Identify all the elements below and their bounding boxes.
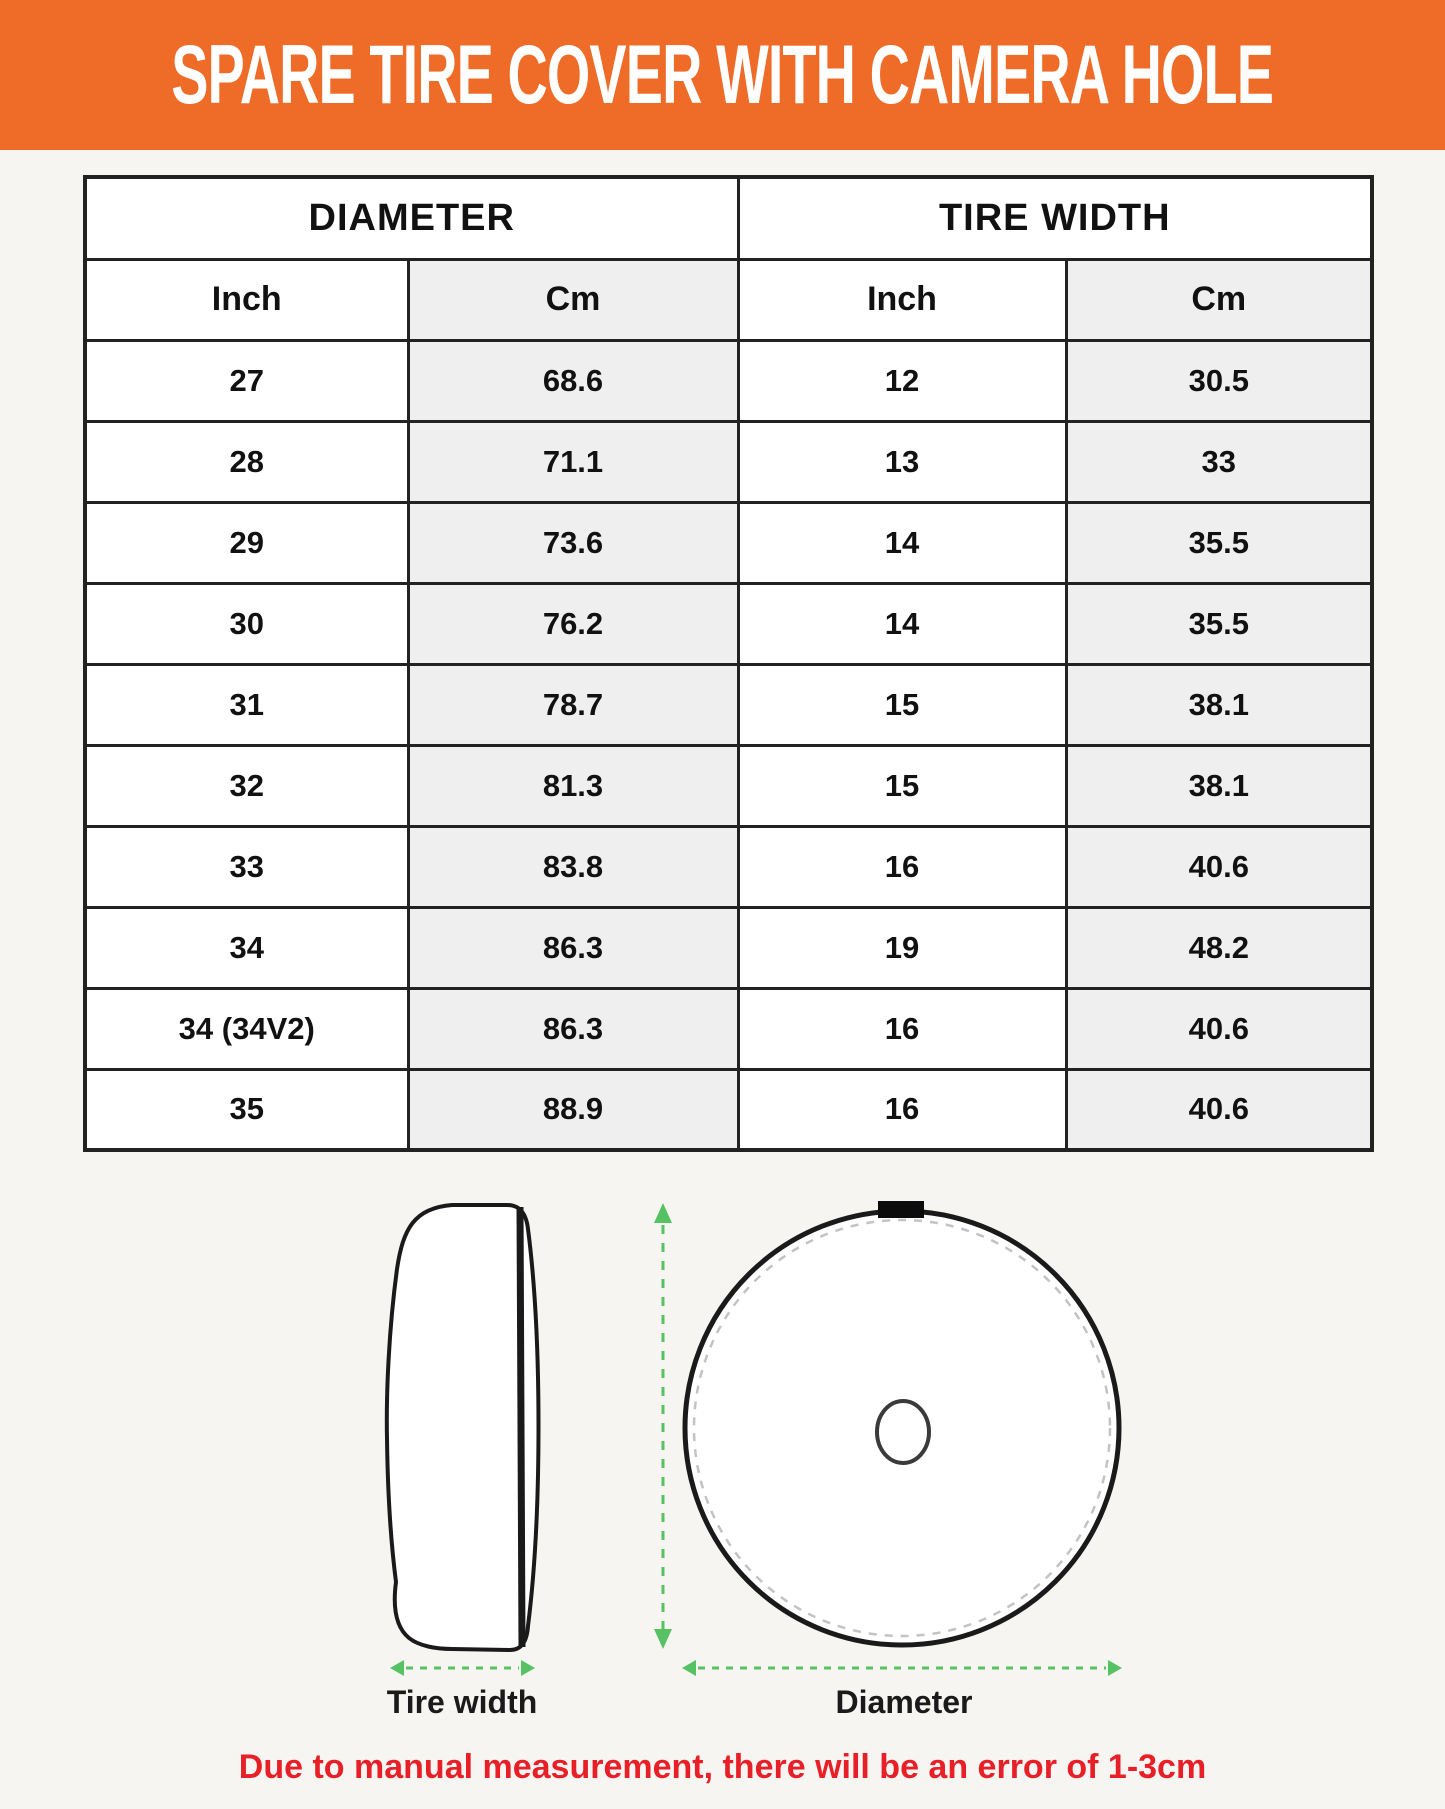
tirewidth-inch-cell: 15 [738,745,1066,826]
diameter-inch-cell: 34 [85,907,408,988]
table-row [85,907,1372,988]
tire-width-arrow-left-icon [390,1660,404,1676]
height-arrow-down-icon [654,1629,672,1649]
group-header-tire-width: TIRE WIDTH [738,177,1372,259]
tirewidth-inch-cell: 12 [738,340,1066,421]
diameter-cm-cell: 88.9 [408,1069,738,1150]
col-header-diameter-cm: Cm [408,259,738,340]
tirewidth-cm-cell: 40.6 [1066,988,1372,1069]
table-row [85,1069,1372,1150]
tirewidth-cm-cell: 30.5 [1066,340,1372,421]
diameter-cm-cell: 81.3 [408,745,738,826]
camera-hole [877,1401,929,1463]
diameter-inch-cell: 27 [85,340,408,421]
table-row [85,340,1372,421]
diameter-inch-cell: 35 [85,1069,408,1150]
tirewidth-inch-cell: 16 [738,988,1066,1069]
tirewidth-cm-cell: 35.5 [1066,583,1372,664]
col-header-tirewidth-cm: Cm [1066,259,1372,340]
tirewidth-inch-cell: 16 [738,1069,1066,1150]
diameter-inch-cell: 29 [85,502,408,583]
tirewidth-cm-cell: 33 [1066,421,1372,502]
height-arrow-up-icon [654,1203,672,1223]
tirewidth-inch-cell: 14 [738,583,1066,664]
tirewidth-cm-cell: 40.6 [1066,826,1372,907]
header-banner [0,0,1445,150]
column-header-row [85,259,1372,340]
tire-diagram [0,1185,1445,1745]
top-marker [878,1201,924,1218]
diameter-inch-cell: 33 [85,826,408,907]
table-row [85,664,1372,745]
tirewidth-inch-cell: 16 [738,826,1066,907]
diameter-cm-cell: 68.6 [408,340,738,421]
diameter-cm-cell: 73.6 [408,502,738,583]
side-view-outline [387,1205,539,1650]
diameter-arrow-left-icon [682,1660,696,1676]
table-row [85,988,1372,1069]
table-row [85,421,1372,502]
diameter-cm-cell: 86.3 [408,988,738,1069]
side-view-edge-line [520,1207,522,1647]
tirewidth-cm-cell: 48.2 [1066,907,1372,988]
diameter-cm-cell: 83.8 [408,826,738,907]
table-row [85,583,1372,664]
tirewidth-cm-cell: 38.1 [1066,745,1372,826]
diameter-inch-cell: 30 [85,583,408,664]
tirewidth-inch-cell: 14 [738,502,1066,583]
tire-width-arrow-right-icon [521,1660,535,1676]
col-header-diameter-inch: Inch [85,259,408,340]
group-header-row [85,177,1372,259]
diameter-label: Diameter [835,1684,973,1720]
tirewidth-cm-cell: 40.6 [1066,1069,1372,1150]
tirewidth-inch-cell: 13 [738,421,1066,502]
diameter-inch-cell: 32 [85,745,408,826]
diameter-inch-cell: 31 [85,664,408,745]
tirewidth-cm-cell: 38.1 [1066,664,1372,745]
diameter-cm-cell: 78.7 [408,664,738,745]
diameter-inch-cell: 34 (34V2) [85,988,408,1069]
diameter-inch-cell: 28 [85,421,408,502]
diameter-cm-cell: 86.3 [408,907,738,988]
table-row [85,745,1372,826]
diameter-arrow-right-icon [1108,1660,1122,1676]
col-header-tirewidth-inch: Inch [738,259,1066,340]
group-header-diameter: DIAMETER [85,177,738,259]
tirewidth-inch-cell: 15 [738,664,1066,745]
measurement-note: Due to manual measurement, there will be an error of 1-3cm [238,1748,1207,1786]
diameter-cm-cell: 76.2 [408,583,738,664]
page-title: SPARE TIRE COVER WITH CAMERA HOLE [171,28,1274,122]
tirewidth-inch-cell: 19 [738,907,1066,988]
size-chart-table [83,175,1374,1152]
tire-width-label: Tire width [386,1684,538,1720]
diameter-cm-cell: 71.1 [408,421,738,502]
tirewidth-cm-cell: 35.5 [1066,502,1372,583]
table-row [85,502,1372,583]
size-table-body [85,340,1372,1150]
table-row [85,826,1372,907]
